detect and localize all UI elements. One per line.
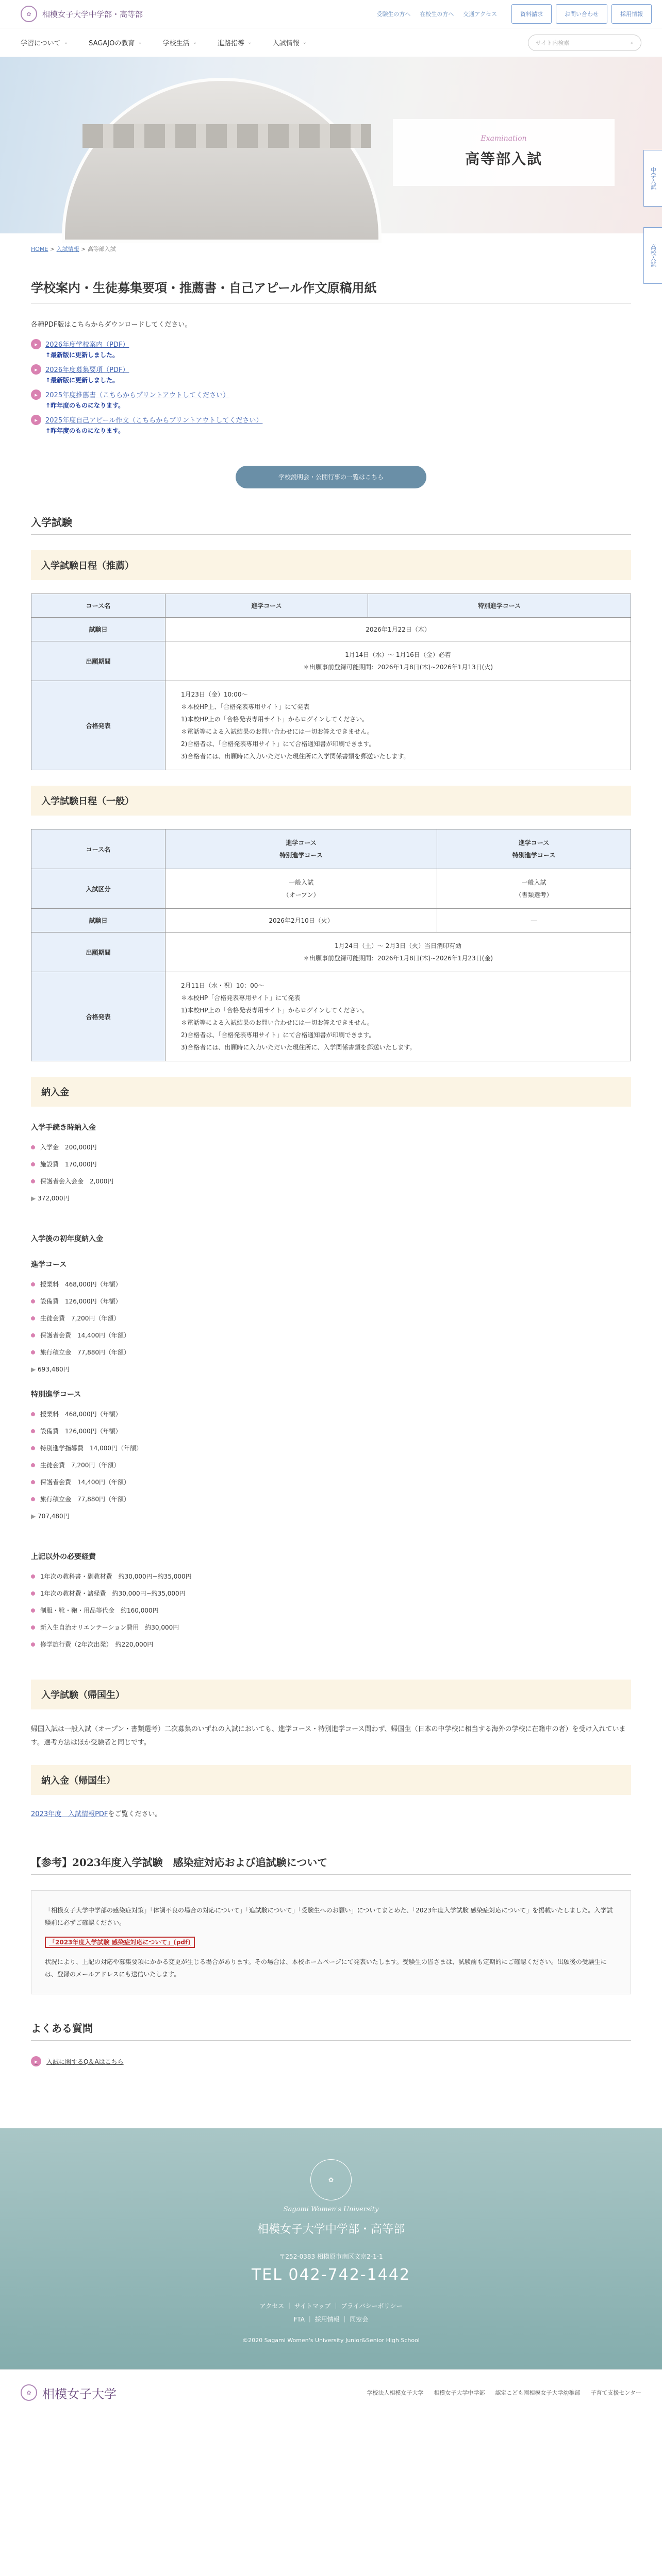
docs-lead: 各種PDF版はこちらからダウンロードしてください。 [31, 321, 192, 329]
hero-title-box [393, 119, 615, 186]
doc-item: ▸ 2026年度学校案内（PDF） ↑最新版に更新しました。 [31, 339, 631, 359]
covid-pdf-link[interactable]: 「2023年度入学試験 感染症対応について」(pdf) [45, 1937, 195, 1948]
arrow-icon: ▸ [31, 2056, 41, 2066]
exam-title: 入学試験 [31, 488, 631, 535]
crest-icon: ✿ [310, 2159, 352, 2200]
gen-schedule-table: コース名 進学コース 特別進学コース 進学コース 特別進学コース 入試区分 一般入試 （オープン） 一般入試 （書類選考） 試験日 2026年2月10日（火） ― 出願期間 1月24日（土）～ 2月3日（火）当日消印有効 ＊出願事前登録可能期間：2026年1月8日(木)~2026年1月23日(金) 合格発表 2月11日（水・祝）10：00～ ＊本校HP「合格発表専用サイト」にて発表 1)本校HP上の「合格発表専用サイト」からログインしてください。 ＊電話等による入試結果のお問い合わせには一切お答えできません。 2)合格者は、「合格発表専用サイト」にて合格通知書が印刷できます。 3)合格者には、出願時に入力いただいた現住所に、入学関係書類を郵送いたします。 [31, 829, 631, 1061]
doc-link-requirements[interactable]: 2026年度募集要項（PDF） [45, 366, 129, 374]
nav-item-learning[interactable]: 学習について ⌄ [21, 38, 68, 47]
crest-icon: ✿ [21, 2384, 37, 2401]
returnee-title: 入学試験（帰国生） [31, 1680, 631, 1709]
breadcrumb: HOME > 入試情報 > 高等部入試 [31, 246, 116, 252]
nav-item-school-life[interactable]: 学校生活 ⌄ [163, 38, 197, 47]
pdf-icon: ▸ [31, 415, 41, 425]
nav-item-education[interactable]: SAGAJOの教育 ⌄ [89, 38, 142, 47]
adv-fee-list: 授業料 468,000円（年額） 設備費 126,000円（年額） 生徒会費 7,200円（年額） 保護者会費 14,400円（年額） 旅行積立金 77,880円（年額） [31, 1280, 631, 1357]
entry-fee-list: 入学金 200,000円 施設費 170,000円 保護者会入会金 2,000円 [31, 1143, 631, 1185]
header-link-examinees[interactable]: 受験生の方へ [376, 11, 411, 18]
search-input[interactable]: サイト内検索 ⌕ [528, 35, 641, 51]
breadcrumb-current: 高等部入試 [87, 246, 116, 252]
global-nav [0, 28, 662, 57]
rec-schedule-table: コース名 進学コース 特別進学コース 試験日 2026年1月22日（木） 出願期間 1月14日（水）～ 1月16日（金）必着 ＊出願事前登録可能期間：2026年1月8日(木)~2026年1月13日(火) 合格発表 1月23日（金）10:00～ ＊本校HP上、「合格発表専用サイト」にて発表 1)本校HP上の「合格発表専用サイト」からログインしてください。 ＊電話等による入試結果のお問い合わせには一切お答えできません。 2)合格者は、「合格発表専用サイト」にて合格通知書が印刷できます。 3)合格者には、出願時に入力いただいた現住所に入学関係書類を郵送いたします。 [31, 594, 631, 770]
nav-item-admission[interactable]: 入試情報 ⌄ [273, 38, 307, 47]
returnee-pdf-link[interactable]: 2023年度 入試情報PDF [31, 1810, 108, 1818]
nav-item-career[interactable]: 進路指導 ⌄ [218, 38, 252, 47]
main-content: 学校案内・生徒募集要項・推薦書・自己アピール作文原稿用紙 各種PDF版はこちらからダウンロードしてください。 ▸ 2026年度学校案内（PDF） ↑最新版に更新しました。 ▸ 2026年度募集要項（PDF） ↑最新版に更新しました。 ▸ 2025年度推薦書（こちらからプリントアウトしてください） ↑昨年度のものになります。 ▸ 2025年度自己アピール作文（こちらからプリントアウトしてください） ↑昨年度のものになります。 学校説明会・公開行事の一覧はこちら 入学試験 入学試験日程（推薦） コース名 進学コース 特別進学コース 試験日 2026年1月22日（木） 出願期間 1月14日（水）～ 1月16日（金）必着 ＊出願事前登録可能期間：2026年1月8日(木)~2026年1月13日(火) 合格発表 1月23日（金）10:00～ ＊本校HP上、「合格発表専用サイト」にて発表 1)本校HP上の「合格発表専用サイト」からログインしてください。 ＊電話等による入試結果のお問い合わせには一切お答えできません。 2)合格者は、「合格発表専用サイト」にて合格通知書が印刷できます。 3)合格者には、出願時に入力いただいた現住所に入学関係書類を郵送いたします。 入学試験日程（一般） コース名 進学コース 特別進学コース 進学コース 特別進学コース 入試区分 一般入試 （オープン） 一般入試 （書類選考） 試験日 2026年2月10日（火） ― 出願期間 1月24日（土）～ 2月3日（火）当日消印有効 ＊出願事前登録可能期間：2026年1月8日(木)~2026年1月23日(金) 合格発表 2月11日（水・祝）10：00～ ＊本校HP「合格発表専用サイト」にて発表 1)本校HP上の「合格発表専用サイト」からログインしてください。 ＊電話等による入試結果のお問い合わせには一切お答えできません。 2)合格者は、「合格発表専用サイト」にて合格通知書が印刷できます。 3)合格者には、出願時に入力いただいた現住所に、入学関係書類を郵送いたします。 納入金 入学手続き時納入金 入学金 200,000円 施設費 170,000円 保護者会入会金 2,000円 ▶ 372,000円 入学後の初年度納入金 進学コース 授業料 468,000円（年額） 設備費 126,000円（年額） 生徒会費 7,200円（年額） 保護者会費 14,400円（年額） 旅行積立金 77,880円（年額） ▶ 693,480円 特別進学コース 授業料 468,000円（年額） 設備費 126,000円（年額） 特別進学指導費 14,000円（年額） 生徒会費 7,200円（年額） 保護者会費 14,400円（年額） 旅行積立金 77,880円（年額） ▶ 707,480円 上記以外の必要経費 1年次の教科書・副教材費 約30,000円~約35,000円 1年次の教材費・諸経費 約30,000円~約35,000円 制服・靴・鞄・用品等代金 約160,000円 新入生自治オリエンテーション費用 約30,000円 修学旅行費（2年次出発） 約220,000円 入学試験（帰国生） 帰国入試は一般入試（オープン・書類選考）二次募集のいずれの入試においても、進学コース・特別進学コース問わず、帰国生（日本の中学校に相当する海外の学校に在籍中の者）を受け入れています。選考方法はほか受験者と同じです。 納入金（帰国生） 2023年度 入試情報PDFをご覧ください。 【参考】2023年度入学試験 感染症対応および追試験について 「相模女子大学中学部の感染症対策」「体調不良の場合の対応について」「追試験について」「受験生へのお願い」についてまとめた、「2023年度入学試験 感染症対応について」を掲載いたしました。入学試験前に必ずご確認ください。 「2023年度入学試験 感染症対応について」(pdf) 状況により、上記の対応や募集要項にかかる変更が生じる場合があります。その場合は、本校ホームページにて発表いたします。受験生の皆さまは、試験前も定期的にご確認ください。出願後の受験生には、登録のメールアドレスにも送信いたします。 よくある質問 ▸ 入試に関するQ＆Aはこちら [0, 253, 662, 2066]
request-docs-button[interactable]: 資料請求 [511, 4, 552, 24]
university-logo[interactable]: ✿ 相模女子大学 [21, 2384, 117, 2402]
pdf-icon: ▸ [31, 364, 41, 375]
footer-links[interactable]: アクセス ｜ サイトマップ ｜ プライバシーポリシー FTA ｜ 採用情報 ｜ 同窓会 [259, 2302, 403, 2324]
returnee-fee-title: 納入金（帰国生） [31, 1765, 631, 1795]
breadcrumb-admission[interactable]: 入試情報 [56, 246, 79, 252]
school-logo[interactable]: ✿ 相模女子大学中学部・高等部 [21, 6, 143, 22]
contact-button[interactable]: お問い合わせ [556, 4, 607, 24]
events-list-button[interactable]: 学校説明会・公開行事の一覧はこちら [236, 466, 426, 488]
other-fee-list: 1年次の教科書・副教材費 約30,000円~約35,000円 1年次の教材費・諸経費 約30,000円~約35,000円 制服・靴・鞄・用品等代金 約160,000円 新入生自治オリエンテーション費用 約30,000円 修学旅行費（2年次出発） 約220,000円 [31, 1572, 631, 1649]
site-footer: ✿ Sagami Women's University 相模女子大学中学部・高等部 〒252-0383 相模原市南区文京2-1-1 TEL 042-742-1442 アクセス ｜ サイトマップ ｜ プライバシーポリシー FTA ｜ 採用情報 ｜ 同窓会 ©2020 Sagami Women's University Junior&Senior High School [0, 2128, 662, 2369]
bottom-link[interactable]: 子育て支援センター [590, 2389, 641, 2397]
header-links [376, 10, 497, 18]
rec-schedule-title: 入学試験日程（推薦） [31, 550, 631, 580]
doc-link-essay[interactable]: 2025年度自己アピール作文（こちらからプリントアウトしてください） [45, 417, 263, 425]
bottom-bar [0, 2369, 662, 2416]
bottom-link[interactable]: 認定こども園相模女子大学幼稚部 [495, 2389, 581, 2397]
spec-fee-list: 授業料 468,000円（年額） 設備費 126,000円（年額） 特別進学指導費 14,000円（年額） 生徒会費 7,200円（年額） 保護者会費 14,400円（年額） 旅行積立金 77,880円（年額） [31, 1410, 631, 1503]
bottom-link[interactable]: 相模女子大学中学部 [434, 2389, 485, 2397]
hero-building-image [62, 78, 382, 243]
recruit-button[interactable]: 採用情報 [611, 4, 652, 24]
site-header [0, 0, 662, 28]
side-tab-junior-exam[interactable]: 中学入試 [643, 150, 662, 207]
pdf-icon: ▸ [31, 389, 41, 400]
breadcrumb-home[interactable]: HOME [31, 246, 48, 252]
reference-box: 「相模女子大学中学部の感染症対策」「体調不良の場合の対応について」「追試験について」「受験生へのお願い」についてまとめた、「2023年度入学試験 感染症対応について」を掲載いたしました。入学試験前に必ずご確認ください。 「2023年度入学試験 感染症対応について」(pdf) 状況により、上記の対応や募集要項にかかる変更が生じる場合があります。その場合は、本校ホームページにて発表いたします。受験生の皆さまは、試験前も定期的にご確認ください。出願後の受験生には、登録のメールアドレスにも送信いたします。 [31, 1890, 631, 1994]
doc-item: ▸ 2026年度募集要項（PDF） ↑最新版に更新しました。 [31, 364, 631, 384]
hero-building-detail [82, 124, 371, 148]
doc-item: ▸ 2025年度推薦書（こちらからプリントアウトしてください） ↑昨年度のものになります。 [31, 389, 631, 410]
hero-subtitle: Examination [481, 134, 527, 143]
search-icon[interactable]: ⌕ [630, 39, 634, 46]
phone-number[interactable]: TEL 042-742-1442 [251, 2266, 411, 2284]
reference-title: 【参考】2023年度入学試験 感染症対応および追試験について [31, 1828, 631, 1875]
header-link-students[interactable]: 在校生の方へ [420, 11, 454, 18]
faq-title: よくある質問 [31, 1994, 631, 2041]
page-title: 高等部入試 [465, 150, 542, 167]
gen-schedule-title: 入学試験日程（一般） [31, 786, 631, 816]
side-tab-senior-exam[interactable]: 高校入試 [643, 227, 662, 284]
pdf-icon: ▸ [31, 339, 41, 349]
faq-link[interactable]: ▸ 入試に関するQ＆Aはこちら [31, 2056, 631, 2066]
fee-title: 納入金 [31, 1077, 631, 1107]
side-tabs [643, 150, 662, 304]
doc-item: ▸ 2025年度自己アピール作文（こちらからプリントアウトしてください） ↑昨年度のものになります。 [31, 415, 631, 435]
returnee-text: 帰国入試は一般入試（オープン・書類選考）二次募集のいずれの入試においても、進学コース・特別進学コース問わず、帰国生（日本の中学校に相当する海外の学校に在籍中の者）を受け入れています。選考方法はほか受験者と同じです。 [31, 1725, 626, 1747]
crest-icon: ✿ [21, 6, 37, 22]
docs-title: 学校案内・生徒募集要項・推薦書・自己アピール作文原稿用紙 [31, 253, 631, 303]
header-link-access[interactable]: 交通アクセス [463, 11, 497, 18]
doc-link-recommendation[interactable]: 2025年度推薦書（こちらからプリントアウトしてください） [45, 392, 230, 399]
bottom-link[interactable]: 学校法人相模女子大学 [367, 2389, 424, 2397]
doc-link-guide[interactable]: 2026年度学校案内（PDF） [45, 341, 129, 349]
